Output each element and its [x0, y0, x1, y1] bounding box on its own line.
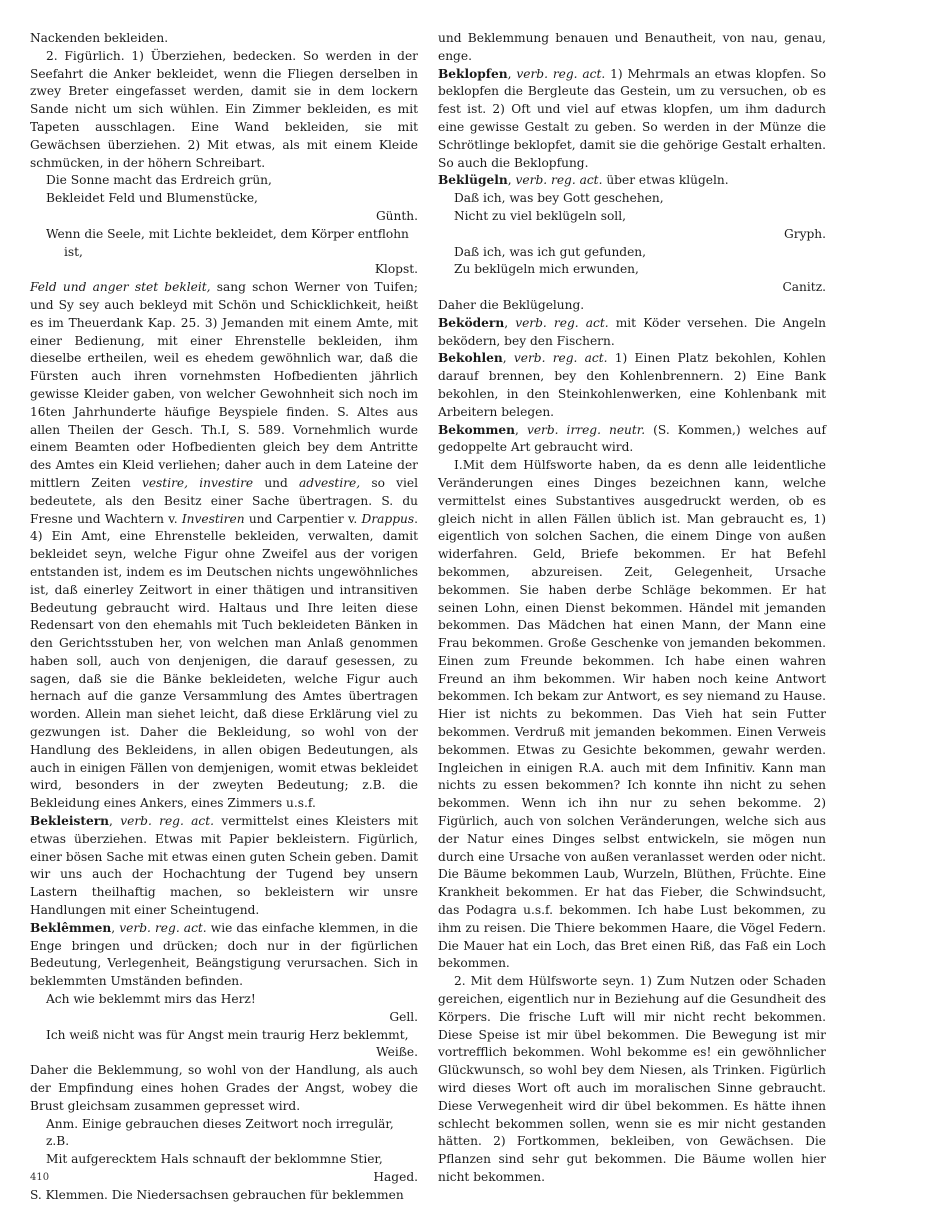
- paragraph: 2. Mit dem Hülfsworte seyn. 1) Zum Nutzen oder Schaden gereichen, eigentlich nur in Beziehung auf die Gesundheit des Körpers. Die frische Luft will mir nicht recht bekommen. Diese Speise ist mir übel bekommen. Die Bewegung ist mir vortrefflich bekommen. Wohl bekomme es! ein gewöhnlicher Glückwunsch, so wohl bey dem Niesen, als Trinken. Figürlich wird dieses Wort oft auch im moralischen Sinne gebraucht. Diese Verwegenheit wird dir übel bekommen. Es hätte ihnen schlecht bekommen sollen, wenn sie es mir nicht gestanden hätten. 2) Fortkommen, bekleiben, von Gewächsen. Die Pflanzen sind sehr gut bekommen. Die Bäume wollen hier nicht bekommen.: [438, 974, 826, 1184]
- italic-term: Drappus: [361, 511, 415, 526]
- verse-source: Klopst.: [374, 262, 418, 277]
- left-column: [30, 30, 418, 1205]
- italic-term: vestire, investire: [141, 475, 254, 490]
- verse-line: Nicht zu viel beklügeln soll,: [454, 208, 626, 223]
- entry-text: vermittelst eines Kleisters mit etwas überziehen. Etwas mit Papier bekleistern. Figürlich, einer bösen Sache mit etwas einen guten Schein geben. Damit wir uns auch der Hochachtung der Tugend bey unsern Lastern theilhaftig machen, so bekleistern wir unsre Handlungen mit einer Scheintugend.: [30, 814, 418, 918]
- verse-line: Ich weiß nicht was für Angst mein traurig Herz beklemmt,: [46, 1027, 409, 1042]
- verse-source: Gell.: [389, 1009, 418, 1024]
- text-run: sang schon Werner von Tuifen; und Sy sey auch bekleyd mit Schön und Schicklichkeit, heißt es im Theuerdank Kap. 25. 3) Jemanden mit einem Amte, mit einer Bedienung, mit einer Ehrenstelle bekleiden, ihm dieselbe ertheilen, weil es ehedem gewöhnlich war, daß die Fürsten auch ihren vornehmsten Hofbedienten jährlich gewisse Kleider gaben, von welcher Gewohnheit sich noch im 16ten Jahrhunderte häufige Beyspiele finden. S. Altes aus allen Theilen der Gesch. Th.I, S. 589. Vornehmlich wurde einem Beamten oder Hofbedienten gleich bey dem Antritte des Amtes ein Kleid verliehen; daher auch in dem Lateine der mittlern Zeiten: [30, 280, 418, 490]
- entry-text: mit Köder versehen. Die Angeln beködern, bey den Fischern.: [438, 315, 826, 348]
- entry-bekoedern: Beködern, verb. reg. act. mit Köder versehen. Die Angeln beködern, bey den Fischern.: [438, 315, 826, 348]
- text-run: so viel bedeutete, als den Besitz einer Sache übertragen. S. du Fresne und Wachtern v.: [30, 475, 419, 526]
- entry-grammar: verb. irreg. neutr.: [526, 422, 646, 437]
- text-run: . 4) Ein Amt, eine Ehrenstelle bekleiden, verwalten, damit bekleidet seyn, welche Figur ohne Zweifel aus der vorigen entstanden ist, indem es im Deutschen nichts ungewöhnliches ist, daß einerley Zeitwort in einer thätigen und intransitiven Bedeutung gebraucht wird. Haltaus und Ihre leiten diese Redensart von den ehemahls mit Tuch bekleideten Bänken in den Gerichtsstuben her, von welchen man Anlaß genommen haben soll, auch von denjenigen, die darauf gesessen, zu sagen, daß sie die Bänke bekleideten, welche Figur auch hernach auf die ganze Versammlung des Amtes übertragen worden. Allein man siehet leicht, daß diese Erklärung viel zu gezwungen ist. Daher die Bekleidung, so wohl von der Handlung des Bekleidens, in allen obigen Bedeutungen, als auch in einigen Fällen von demjenigen, womit etwas bekleidet wird, besonders in der zweyten Bedeutung; z.B. die Bekleidung eines Ankers, eines Zimmers u.s.f.: [30, 511, 418, 811]
- entry-grammar: verb. reg. act.: [515, 173, 603, 188]
- verse-line: Ach wie beklemmt mirs das Herz!: [46, 992, 256, 1007]
- verse-source: Canitz.: [782, 280, 826, 295]
- verse-line: Bekleidet Feld und Blumenstücke,: [46, 191, 258, 206]
- entry-headword: Beklêmmen: [30, 920, 112, 935]
- paragraph: und Beklemmung benauen und Benautheit, von nau, genau, enge.: [438, 31, 826, 63]
- text-run: und: [253, 475, 300, 490]
- paragraph: S. Klemmen. Die Niedersachsen gebrauchen für beklemmen: [30, 1187, 404, 1202]
- entry-grammar: verb. reg. act.: [513, 351, 608, 366]
- entry-text: (S. Kommen,) welches auf gedoppelte Art gebraucht wird.: [438, 422, 826, 455]
- entry-grammar: verb. reg. act.: [516, 66, 606, 81]
- paragraph: 2. Figürlich. 1) Überziehen, bedecken. So werden in der Seefahrt die Anker bekleidet, wenn die Fliegen derselben in zwey Breter eingefasset werden, damit sie in dem lockern Sande nicht um sich wühlen. Ein Zimmer bekleiden, es mit Tapeten ausschlagen. Eine Wand bekleiden, sie mit Gewächsen überziehen. 2) Mit etwas, als mit einem Kleide schmücken, in der höhern Schreibart.: [30, 48, 418, 170]
- dictionary-page: [30, 30, 826, 1202]
- paragraph: Daher die Beklügelung.: [438, 297, 585, 312]
- entry-headword: Bekohlen: [438, 351, 503, 366]
- page-number: 410: [30, 1172, 50, 1183]
- verse-source: Haged.: [373, 1170, 418, 1184]
- entry-headword: Bekommen: [438, 422, 516, 437]
- right-column: [438, 30, 826, 1187]
- entry-grammar: verb. reg. act.: [120, 814, 215, 829]
- entry-bekluegeln: Beklügeln, verb. reg. act. über etwas klügeln.: [438, 173, 729, 188]
- verse-line: Wenn die Seele, mit Lichte bekleidet, dem Körper entflohn ist,: [46, 226, 409, 259]
- paragraph: I.Mit dem Hülfsworte haben, da es denn alle leidentliche Veränderungen eines Dinges bezeichnen kann, welche vermittelst eines Substantives ausgedruckt werden, ob es gleich nicht in allen Fällen üblich ist. Man gebraucht es, 1) eigentlich von solchen Sachen, die einem Dinge von außen widerfahren. Geld, Briefe bekommen. Er hat Befehl bekommen, abzureisen. Zeit, Gelegenheit, Ursache bekommen. Sie haben derbe Schläge bekommen. Er hat seinen Lohn, einen Dienst bekommen. Händel mit jemanden bekommen. Das Mädchen hat einen Mann, der Mann eine Frau bekommen. Große Geschenke von jemanden bekommen. Einen zum Freunde bekommen. Ich habe einen wahren Freund an ihm bekommen. Wir haben noch keine Antwort bekommen. Ich bekam zur Antwort, es sey niemand zu Hause. Hier ist nichts zu bekommen. Das Vieh hat sein Futter bekommen. Verdruß mit jemanden bekommen. Einen Verweis bekommen. Etwas zu Gesichte bekommen, gewahr werden. Ingleichen in einigen R.A. auch mit dem Infinitiv. Kann man nichts zu essen bekommen? Ich konnte ihn nicht zu sehen bekommen. Wenn ich ihn nur zu sehen bekomme. 2) Figürlich, auch von solchen Veränderungen, welche sich aus der Natur eines Dinges selbst entwickeln, sie mögen nun durch eine Ursache von außen veranlasset werden oder nicht. Die Bäume bekommen Laub, Wurzeln, Blüthen, Früchte. Eine Krankheit bekommen. Er hat das Fieber, die Schwindsucht, das Podagra u.s.f. bekommen. Ich habe Lust bekommen, zu ihm zu reisen. Die Thiere bekommen Haare, die Vögel Federn. Die Mauer hat ein Loch, das Bret einen Riß, das Faß ein Loch bekommen.: [438, 458, 826, 971]
- entry-headword: Bekleistern: [30, 814, 110, 829]
- entry-text: 1) Einen Platz bekohlen, Kohlen darauf brennen, bey den Kohlenbrennern. 2) Eine Bank bekohlen, in den Steinkohlenwerken, eine Kohlenbank mit Arbeitern belegen.: [438, 351, 826, 419]
- entry-text: 1) Mehrmals an etwas klopfen. So beklopfen die Bergleute das Gestein, um zu versuchen, ob es fest ist. 2) Oft und viel auf etwas klopfen, um ihm dadurch eine gewisse Gestalt zu geben. So werden in der Münze die Schrötlinge beklopfet, damit sie die gehörige Gestalt erhalten. So auch die Beklopfung.: [438, 66, 826, 170]
- verse-line: Daß ich, was bey Gott geschehen,: [454, 191, 664, 206]
- paragraph: [30, 279, 418, 813]
- entry-bekohlen: Bekohlen, verb. reg. act. 1) Einen Platz bekohlen, Kohlen darauf brennen, bey den Kohlenbrennern. 2) Eine Bank bekohlen, in den Steinkohlenwerken, eine Kohlenbank mit Arbeitern belegen.: [438, 351, 826, 419]
- entry-text: über etwas klügeln.: [602, 173, 729, 188]
- verse-line: Zu beklügeln mich erwunden,: [454, 262, 639, 277]
- verse-source: Weiße.: [376, 1045, 418, 1060]
- entry-headword: Beklopfen: [438, 66, 508, 81]
- italic-quote: Feld und anger stet bekleit,: [30, 280, 211, 295]
- verse-line: Mit aufgerecktem Hals schnauft der beklommne Stier,: [46, 1152, 383, 1167]
- entry-bekleistern: Bekleistern, verb. reg. act. vermittelst eines Kleisters mit etwas überziehen. Etwas mit Papier bekleistern. Figürlich, einer bösen Sache mit etwas einen guten Schein geben. Damit wir uns auch der Hochachtung der Tugend bey unsern Lastern theilhaftig machen, so bekleistern wir unsre Handlungen mit einer Scheintugend.: [30, 814, 418, 918]
- text-run: und Carpentier v.: [244, 511, 362, 526]
- entry-headword: Beklügeln: [438, 173, 508, 188]
- verse-line: Daß ich, was ich gut gefunden,: [454, 244, 647, 259]
- paragraph: Daher die Beklemmung, so wohl von der Handlung, als auch der Empfindung eines hohen Grades der Angst, wobey die Brust gleichsam zusammen gepresset wird.: [30, 1063, 418, 1113]
- italic-term: Investiren: [181, 511, 245, 526]
- verse-source: Gryph.: [784, 226, 826, 241]
- entry-grammar: verb. reg. act.: [515, 315, 609, 330]
- entry-beklopfen: Beklopfen, verb. reg. act. 1) Mehrmals an etwas klopfen. So beklopfen die Bergleute das Gestein, um zu versuchen, ob es fest ist. 2) Oft und viel auf etwas klopfen, um ihm dadurch eine gewisse Gestalt zu geben. So werden in der Münze die Schrötlinge beklopfet, damit sie die gehörige Gestalt erhalten. So auch die Beklopfung.: [438, 66, 826, 170]
- annotation: Anm. Einige gebrauchen dieses Zeitwort noch irregulär, z.B.: [46, 1116, 394, 1149]
- italic-term: advestire,: [299, 475, 361, 490]
- entry-beklemmen: Beklêmmen, verb. reg. act. wie das einfache klemmen, in die Enge bringen und drücken; doch nur in der figürlichen Bedeutung, Verlegenheit, Beängstigung verursachen. Sich in beklemmten Umständen befinden.: [30, 920, 418, 989]
- paragraph: Nackenden bekleiden.: [30, 31, 169, 45]
- entry-grammar: verb. reg. act.: [119, 920, 207, 935]
- entry-bekommen: Bekommen, verb. irreg. neutr. (S. Kommen,) welches auf gedoppelte Art gebraucht wird.: [438, 422, 826, 455]
- entry-headword: Beködern: [438, 315, 505, 330]
- entry-text: wie das einfache klemmen, in die Enge bringen und drücken; doch nur in der figürlichen Bedeutung, Verlegenheit, Beängstigung verursachen. Sich in beklemmten Umständen befinden.: [30, 920, 418, 989]
- verse-line: Die Sonne macht das Erdreich grün,: [46, 173, 272, 188]
- verse-source: Günth.: [375, 208, 418, 223]
